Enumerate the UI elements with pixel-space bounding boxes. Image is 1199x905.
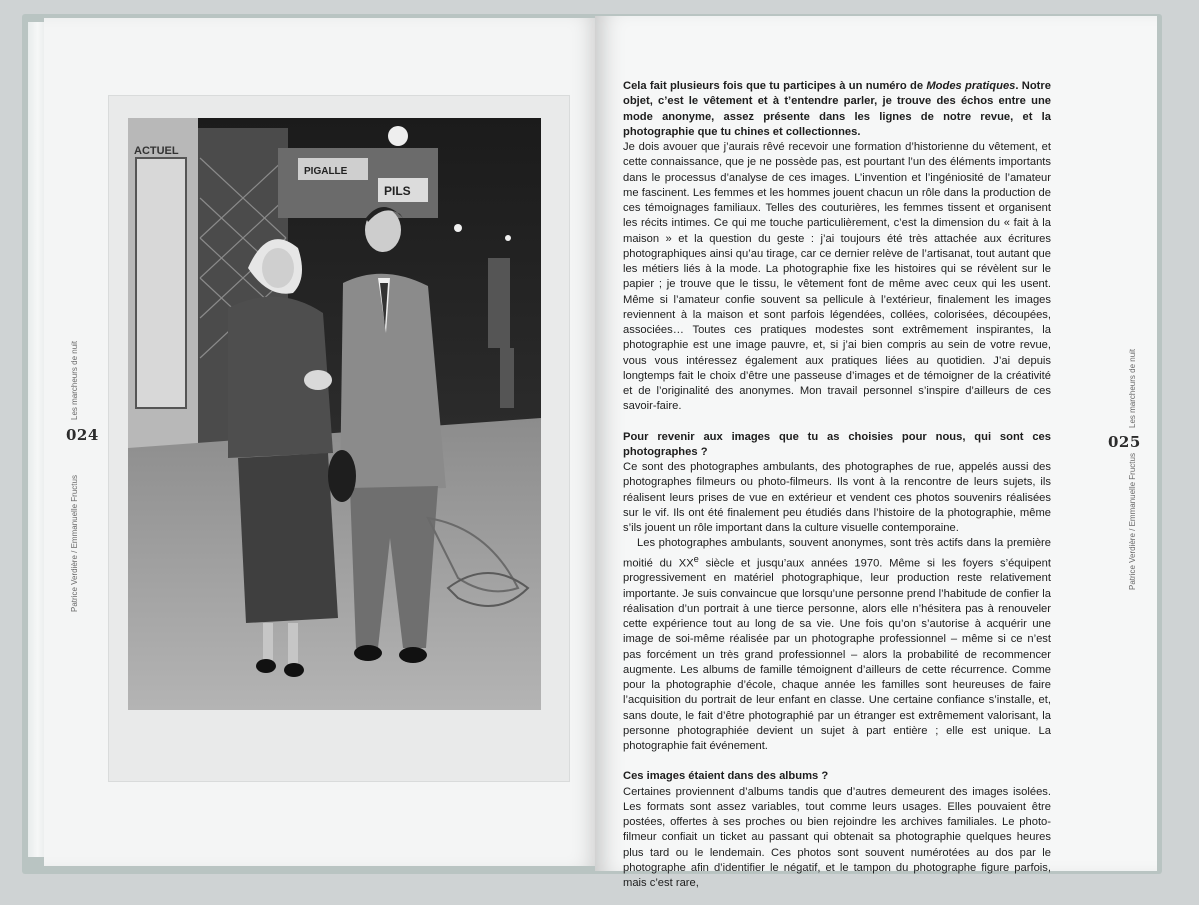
question-2: Pour revenir aux images que tu as choisies pour nous, qui sont ces photographes ? — [623, 430, 1051, 458]
century-superscript: e — [693, 553, 699, 564]
answer-2-paragraph-1: Ce sont des photographes ambulants, des photographes de rue, appelés aussi des photographes filmeurs ou photo-filmeurs. Ils vont à la rencontre de leurs sujets, ils réalisent leurs prises de vue en extérieur et vendent ces photos souvenirs réalisées sur le vif. Ils ont été finalement peu étudiés dans l’histoire de la photographie, même s’ils jouent un rôle important dans la culture visuelle contemporaine. — [623, 461, 1051, 534]
store-sign-text: PIGALLE — [304, 166, 348, 177]
answer-2-text: Les photographes ambulants, souvent anonymes, sont très actifs dans la première moitié du XX — [623, 537, 1051, 570]
left-page-number: 024 — [66, 426, 99, 444]
question-1-text-end: . Notre objet, c’est le vêtement et à t’entendre parler, je trouve des échos entre une mode anonyme, assez présente dans les lignes de notre revue, et la photographie que tu chines et collectionnes. — [623, 80, 1051, 138]
beer-sign-text: PILS — [384, 184, 411, 198]
interview-text — [623, 79, 1051, 891]
answer-3: Certaines proviennent d’albums tandis que d’autres demeurent des images isolées. Les formats sont assez variables, tout comme leurs usages. Elles pouvaient être postées, offertes à ses proches ou bien rejoindre les archives familiales. Le photo-filmeur confiait un ticket au passant qui obtenait sa photographie quelques heures plus tard ou le lendemain. Ces photos sont souvent numérotées au dos par le photographe afin d’identifier le négatif, et le tampon du photographe figure parfois, mais c’est rare, — [623, 785, 1051, 890]
vintage-photograph — [128, 118, 541, 710]
question-1 — [623, 79, 1051, 140]
question-3: Ces images étaient dans des albums ? — [623, 770, 829, 783]
right-page-number: 025 — [1108, 433, 1141, 451]
shop-sign-text: ACTUEL — [134, 145, 179, 157]
left-running-head-authors: Patrice Verdière / Emmanuelle Fructus — [70, 475, 79, 612]
question-1-text: Cela fait plusieurs fois que tu participes à un numéro de — [623, 80, 927, 92]
couple-walking-image — [128, 118, 541, 710]
right-running-head-authors: Patrice Verdière / Emmanuelle Fructus — [1128, 453, 1137, 590]
answer-2-paragraph-2 — [623, 536, 1051, 754]
answer-2-text-end: siècle et jusqu’aux années 1970. Même si les foyers s’équipent progressivement en matériel photographique, leur production reste relativement importante. Je suis convaincue que lorsqu’une personne prend l’habitude de confier la réalisation d’un portrait à une tierce personne, alors elle n’hésitera pas à renouveler cette expérience tout au long de sa vie. Une fois qu’on s’autorise à acquérir une image de soi-même réalisée par un photographe professionnel – même si ce n’est pas forcément un très grand professionnel – alors la probabilité de recommencer augmente. Les albums de famille témoignent d’ailleurs de cette récurrence. Comme pour la photographie d’école, chaque année les familles sont heureuses de faire l’acquisition du portrait de leur enfant en classe. Une certaine confiance s’installe, et, sans doute, le fait d’être photographié par un étranger est extrêmement valorisant, la personne photographiée devient un sujet à part entière ; elle est unique. La photographie fait événement. — [623, 557, 1051, 753]
right-running-head-title: Les marcheurs de nuit — [1128, 348, 1137, 428]
answer-1: Je dois avouer que j’aurais rêvé recevoir une formation d’historienne du vêtement, et cette connaissance, que je ne possède pas, est pourtant l’un des éléments importants dans le processus d’analyse de ces images. L’invention et l’ingéniosité de l’amateur me fascinent. Les femmes et les hommes jouent chacun un rôle dans la production de ces témoignages familiaux. Telles des couturières, les femmes tissent et organisent les récits intimes. Ce qui me touche particulièrement, c’est la dimension du « fait à la maison » et la question du geste : j’ai toujours été très attachée aux écritures photographiques ainsi qu’au tirage, car ce dernier relève de l’artisanat, tout autant que les métiers liés à la mode. La photographie fixe les histoires qui se révèlent sur le papier ; je trouve que le tissu, le vêtement font de même avec ceux qui les usent. Même si l’amateur confie souvent sa pellicule à l’extérieur, finalement les images reviennent à la maison et sont parfois légendées, collées, colorisées, découpées, associées… Toutes ces pratiques modestes sont extrêmement inspirantes, la photographie est une image pauvre, et, si j’ai bien compris au sein de votre revue, vous vous intéressez également aux pratiques liées au quotidien. J’ai depuis longtemps fait le choix d’être une passeuse d’images et de témoigner de la créativité et de l’originalité des anonymes. Mon travail personnel s’inspire d’ailleurs de ces savoir-faire. — [623, 141, 1051, 413]
left-running-head-title: Les marcheurs de nuit — [70, 340, 79, 420]
magazine-title: Modes pratiques — [926, 80, 1016, 92]
